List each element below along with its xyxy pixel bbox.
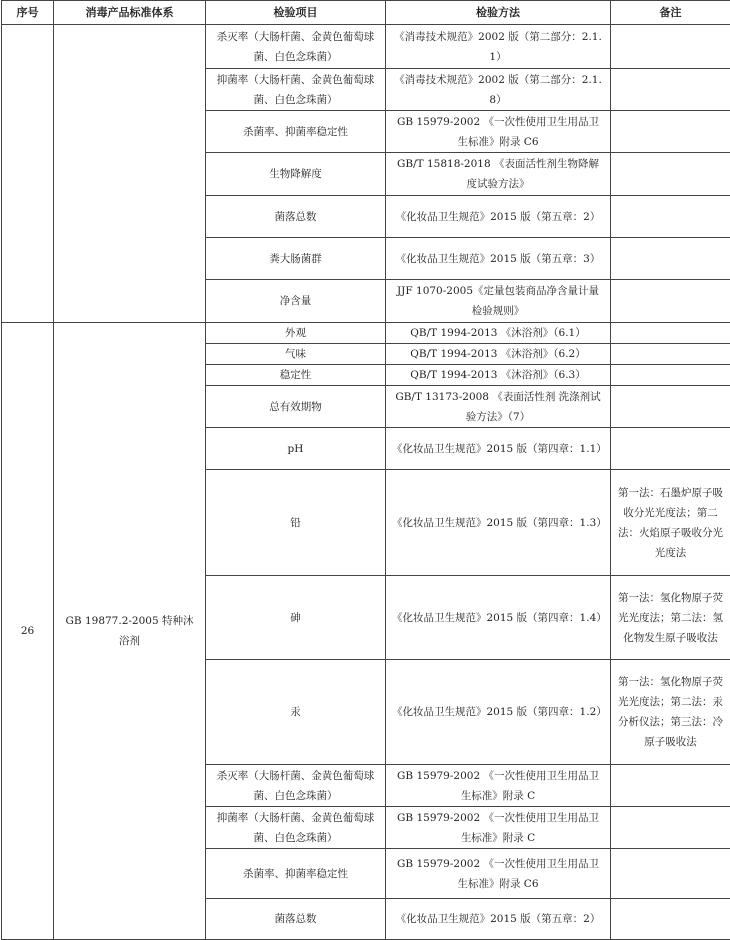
- test-item: 杀灭率（大肠杆菌、金黄色葡萄球菌、白色念珠菌）: [206, 765, 386, 807]
- header-test-method: 检验方法: [386, 1, 611, 25]
- prev-no-cell: [2, 25, 54, 323]
- remark: [611, 899, 730, 940]
- test-item: 杀菌率、抑菌率稳定性: [206, 111, 386, 153]
- test-item: 砷: [206, 576, 386, 660]
- header-standard-system: 消毒产品标准体系: [54, 1, 206, 25]
- test-method: 《化妆品卫生规范》2015 版（第五章：2）: [386, 899, 611, 940]
- test-method: GB 15979-2002 《一次性使用卫生用品卫生标准》附录 C6: [386, 849, 611, 899]
- remark: [611, 365, 730, 386]
- test-method: 《化妆品卫生规范》2015 版（第五章：2）: [386, 196, 611, 238]
- test-item: 抑菌率（大肠杆菌、金黄色葡萄球菌、白色念珠菌）: [206, 807, 386, 849]
- test-method: GB/T 13173-2008 《表面活性剂 洗涤剂试验方法》（7）: [386, 386, 611, 428]
- test-item: 菌落总数: [206, 899, 386, 940]
- test-item: 稳定性: [206, 365, 386, 386]
- test-method: 《消毒技术规范》2002 版（第二部分：2.1.1）: [386, 25, 611, 69]
- test-method: GB 15979-2002 《一次性使用卫生用品卫生标准》附录 C: [386, 807, 611, 849]
- test-item: 铅: [206, 470, 386, 576]
- remark: [611, 196, 730, 238]
- test-method: GB 15979-2002 《一次性使用卫生用品卫生标准》附录 C: [386, 765, 611, 807]
- test-item: 净含量: [206, 280, 386, 323]
- test-item: 气味: [206, 344, 386, 365]
- test-item: 外观: [206, 323, 386, 344]
- test-method: 《化妆品卫生规范》2015 版（第五章：3）: [386, 238, 611, 280]
- remark: 第一法：石墨炉原子吸收分光光度法；第二法：火焰原子吸收分光光度法: [611, 470, 730, 576]
- test-method: 《化妆品卫生规范》2015 版（第四章：1.3）: [386, 470, 611, 576]
- remark: 第一法：氢化物原子荧光光度法；第二法：汞分析仪法；第三法：冷原子吸收法: [611, 660, 730, 765]
- standard-name: GB 19877.2-2005 特种沐浴剂: [54, 323, 206, 940]
- remark: [611, 69, 730, 111]
- test-item: 杀灭率（大肠杆菌、金黄色葡萄球菌、白色念珠菌）: [206, 25, 386, 69]
- standards-table: [1, 0, 730, 940]
- remark: [611, 386, 730, 428]
- remark: [611, 111, 730, 153]
- test-method: GB 15979-2002 《一次性使用卫生用品卫生标准》附录 C6: [386, 111, 611, 153]
- test-method: JJF 1070-2005《定量包装商品净含量计量检验规则》: [386, 280, 611, 323]
- test-item: 生物降解度: [206, 153, 386, 196]
- remark: [611, 25, 730, 69]
- test-item: 菌落总数: [206, 196, 386, 238]
- remark: [611, 849, 730, 899]
- remark: [611, 238, 730, 280]
- remark: [611, 428, 730, 470]
- test-method: 《化妆品卫生规范》2015 版（第四章：1.1）: [386, 428, 611, 470]
- test-item: 总有效期物: [206, 386, 386, 428]
- test-method: QB/T 1994-2013 《沐浴剂》（6.1）: [386, 323, 611, 344]
- test-method: QB/T 1994-2013 《沐浴剂》（6.3）: [386, 365, 611, 386]
- table-row: [2, 323, 730, 344]
- table-row: [2, 25, 730, 69]
- header-remarks: 备注: [611, 1, 730, 25]
- test-item: 杀菌率、抑菌率稳定性: [206, 849, 386, 899]
- test-item: pH: [206, 428, 386, 470]
- remark: 第一法：氢化物原子荧光光度法；第二法：氢化物发生原子吸收法: [611, 576, 730, 660]
- test-method: 《化妆品卫生规范》2015 版（第四章：1.2）: [386, 660, 611, 765]
- test-method: GB/T 15818-2018 《表面活性剂生物降解度试验方法》: [386, 153, 611, 196]
- test-method: QB/T 1994-2013 《沐浴剂》（6.2）: [386, 344, 611, 365]
- test-item: 抑菌率（大肠杆菌、金黄色葡萄球菌、白色念珠菌）: [206, 69, 386, 111]
- remark: [611, 323, 730, 344]
- remark: [611, 807, 730, 849]
- remark: [611, 765, 730, 807]
- header-no: 序号: [2, 1, 54, 25]
- header-test-item: 检验项目: [206, 1, 386, 25]
- prev-standard-cell: [54, 25, 206, 323]
- test-method: 《消毒技术规范》2002 版（第二部分：2.1.8）: [386, 69, 611, 111]
- test-method: 《化妆品卫生规范》2015 版（第四章：1.4）: [386, 576, 611, 660]
- remark: [611, 280, 730, 323]
- test-item: 粪大肠菌群: [206, 238, 386, 280]
- remark: [611, 344, 730, 365]
- remark: [611, 153, 730, 196]
- test-item: 汞: [206, 660, 386, 765]
- row-number: 26: [2, 323, 54, 940]
- header-row: [2, 1, 730, 25]
